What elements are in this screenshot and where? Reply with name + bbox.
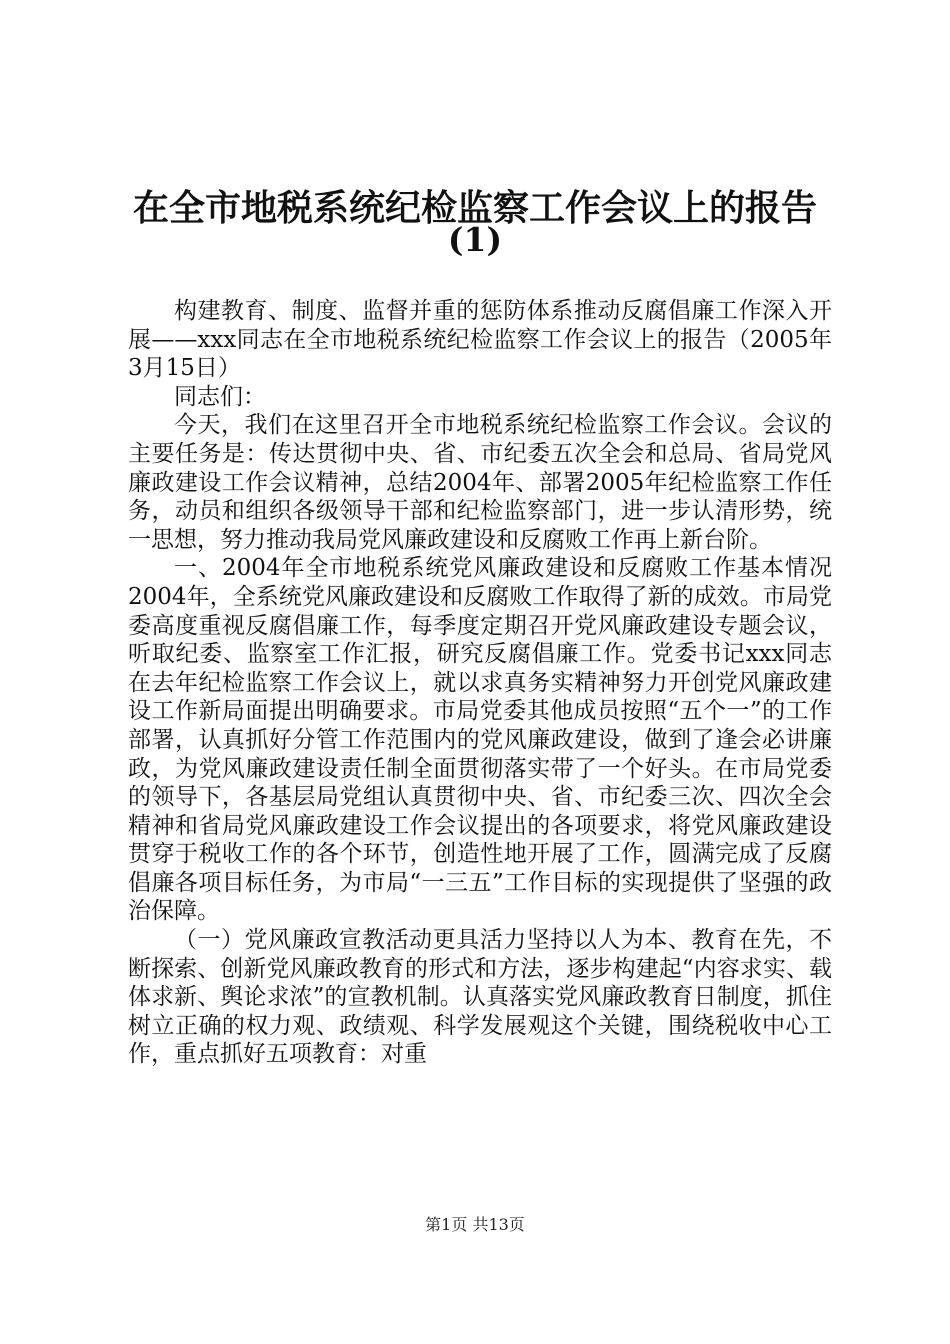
document-title-suffix: (1) [447, 220, 503, 259]
section-one-paragraph: 一、2004年全市地税系统党风廉政建设和反腐败工作基本情况2004年，全系统党风廉政建设和反腐败工作取得了新的成效。市局党委高度重视反腐倡廉工作，每季度定期召开党风廉政建设专题会议，听取纪委、监察室工作汇报，研究反腐倡廉工作。党委书记xxx同志在去年纪检监察工作会议上，就以求真务实精神努力开创党风廉政建设工作新局面提出明确要求。市局党委其他成员按照“五个一”的工作部署，认真抓好分管工作范围内的党风廉政建设，做到了逢会必讲廉政，为党风廉政建设责任制全面贯彻落实带了一个好头。在市局党委的领导下，各基层局党组认真贯彻中央、省、市纪委三次、四次全会精神和省局党风廉政建设工作会议提出的各项要求，将党风廉政建设贯穿于税收工作的各个环节，创造性地开展了工作，圆满完成了反腐倡廉各项目标任务，为市局“一三五”工作目标的实现提供了坚强的政治保障。 [128, 555, 832, 925]
subsection-one-paragraph: （一）党风廉政宣教活动更具活力坚持以人为本、教育在先，不断探索、创新党风廉政教育的形式和方法，逐步构建起“内容求实、载体求新、舆论求浓”的宣教机制。认真落实党风廉政教育日制度，抓住树立正确的权力观、政绩观、科学发展观这个关键，围绕税收中心工作，重点抓好五项教育：对重 [128, 927, 832, 1068]
intro-paragraph: 今天，我们在这里召开全市地税系统纪检监察工作会议。会议的主要任务是：传达贯彻中央、省、市纪委五次全会和总局、省局党风廉政建设工作会议精神，总结2004年、部署2005年纪检监察工作任务，动员和组织各级领导干部和纪检监察部门，进一步认清形势，统一思想，努力推动我局党风廉政建设和反腐败工作再上新台阶。 [128, 412, 832, 553]
subtitle-paragraph: 构建教育、制度、监督并重的惩防体系推动反腐倡廉工作深入开展——xxx同志在全市地税系统纪检监察工作会议上的报告（2005年3月15日） [128, 298, 832, 382]
document-title: 在全市地税系统纪检监察工作会议上的报告 [132, 187, 817, 229]
salutation-paragraph: 同志们： [174, 383, 266, 410]
page-number-footer: 第1页 共13页 [425, 1215, 525, 1234]
document-body [128, 297, 832, 1069]
